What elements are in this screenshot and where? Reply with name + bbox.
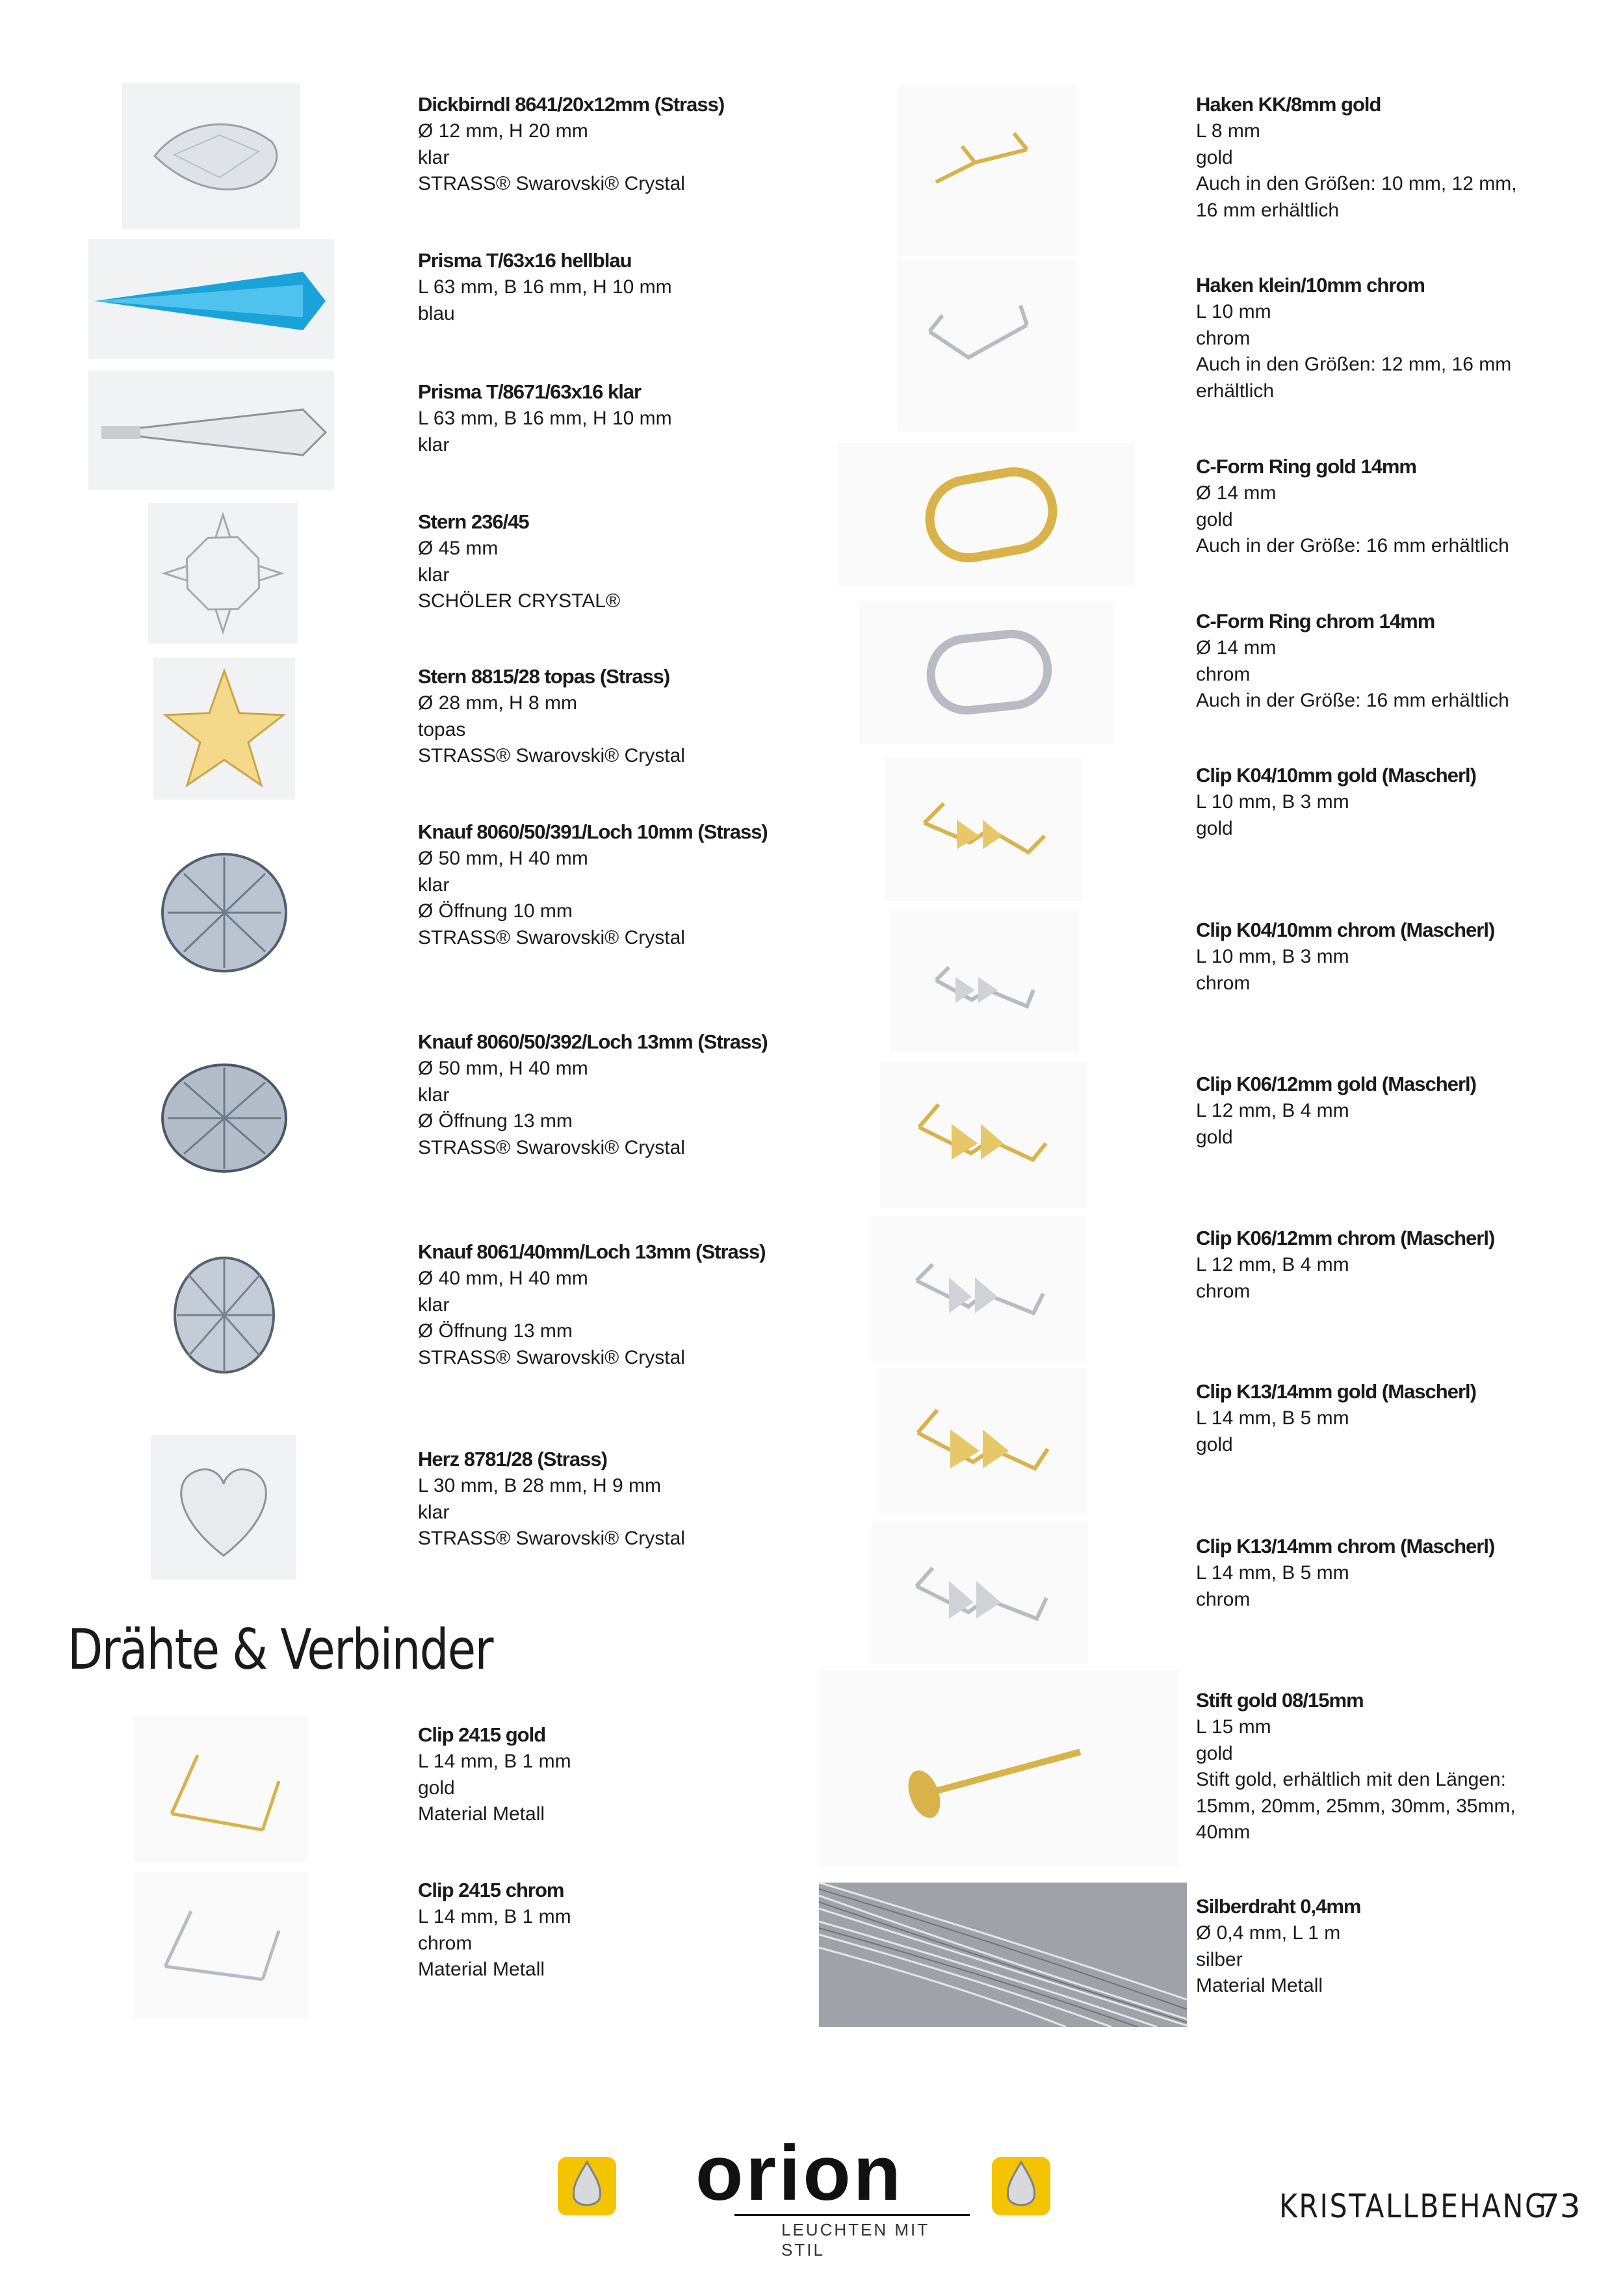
gold-bow-clip-icon <box>879 1368 1087 1515</box>
crystal-ball-icon <box>169 1252 279 1378</box>
crystal-drop-icon <box>122 83 300 229</box>
product-item: Dickbirndl 8641/20x12mm (Strass) Ø 12 mm, H 20 mm klar STRASS® Swarovski® Crystal <box>418 93 725 194</box>
footer-section-label: KRISTALLBEHANG <box>1279 2187 1548 2225</box>
crystal-ball-icon <box>155 841 294 984</box>
chrome-bow-clip-icon <box>871 1521 1088 1664</box>
lamp-badge-icon <box>558 2157 616 2215</box>
chrome-hook-icon <box>897 260 1076 432</box>
product-item: Silberdraht 0,4mm Ø 0,4 mm, L 1 m silber Material Metall <box>1196 1895 1361 1996</box>
section-heading: Drähte & Verbinder <box>68 1617 493 1682</box>
gold-bow-clip-icon <box>880 1062 1087 1208</box>
brand-logo <box>695 2130 930 2260</box>
page-number: 73 <box>1539 2187 1581 2225</box>
product-item: Clip 2415 chrom L 14 mm, B 1 mm chrom Material Metall <box>418 1879 571 1980</box>
product-item: Herz 8781/28 (Strass) L 30 mm, B 28 mm, H 9 mm klar STRASS® Swarovski® Crystal <box>418 1448 685 1549</box>
product-item: Haken klein/10mm chrom L 10 mm chrom Auch in den Größen: 12 mm, 16 mm erhältlich <box>1196 274 1512 402</box>
chrome-bow-clip-icon <box>871 1216 1085 1361</box>
gold-pin-icon <box>820 1671 1179 1866</box>
lamp-badge-icon <box>992 2157 1050 2215</box>
topaz-star-icon <box>153 658 295 800</box>
product-item: Prisma T/8671/63x16 klar L 63 mm, B 16 mm, H 10 mm klar <box>418 380 672 456</box>
blue-prism-icon <box>88 239 334 359</box>
product-item: Clip K13/14mm gold (Mascherl) L 14 mm, B 5 mm gold <box>1196 1380 1476 1455</box>
product-item: C-Form Ring chrom 14mm Ø 14 mm chrom Auch in der Größe: 16 mm erhältlich <box>1196 610 1509 711</box>
product-item: Knauf 8061/40mm/Loch 13mm (Strass) Ø 40 mm, H 40 mm klar Ø Öffnung 13 mm STRASS® Swarovski® Crystal <box>418 1240 766 1368</box>
chrome-bow-clip-icon <box>890 909 1079 1052</box>
silver-wire-icon <box>819 1883 1187 2027</box>
product-item: Prisma T/63x16 hellblau L 63 mm, B 16 mm, H 10 mm blau <box>418 249 672 324</box>
clear-prism-icon <box>88 371 334 490</box>
product-item: Clip 2415 gold L 14 mm, B 1 mm gold Material Metall <box>418 1723 571 1825</box>
crystal-ball-icon <box>155 1053 294 1183</box>
chrome-ring-icon <box>859 601 1115 744</box>
product-item: Knauf 8060/50/392/Loch 13mm (Strass) Ø 50 mm, H 40 mm klar Ø Öffnung 13 mm STRASS® Swarovski® Crystal <box>418 1030 768 1158</box>
product-item: Stift gold 08/15mm L 15 mm gold Stift gold, erhältlich mit den Längen: 15mm, 20mm, 25mm, 30mm, 35mm, 40mm <box>1196 1689 1516 1843</box>
logo-tagline: LEUCHTEN MIT STIL <box>734 2214 970 2260</box>
logo-wordmark: orion <box>695 2130 903 2217</box>
crystal-star-icon <box>148 503 298 644</box>
product-item: Clip K13/14mm chrom (Mascherl) L 14 mm, B 5 mm chrom <box>1196 1535 1495 1610</box>
gold-clip-icon <box>133 1716 308 1862</box>
crystal-heart-icon <box>151 1435 296 1580</box>
product-item: C-Form Ring gold 14mm Ø 14 mm gold Auch in der Größe: 16 mm erhältlich <box>1196 455 1509 556</box>
chrome-clip-icon <box>133 1872 308 2018</box>
gold-ring-icon <box>838 443 1135 586</box>
product-item: Clip K06/12mm gold (Mascherl) L 12 mm, B 4 mm gold <box>1196 1073 1476 1148</box>
product-item: Haken KK/8mm gold L 8 mm gold Auch in den Größen: 10 mm, 12 mm, 16 mm erhältlich <box>1196 93 1517 221</box>
product-item: Stern 8815/28 topas (Strass) Ø 28 mm, H 8 mm topas STRASS® Swarovski® Crystal <box>418 665 685 766</box>
product-item: Clip K04/10mm gold (Mascherl) L 10 mm, B 3 mm gold <box>1196 764 1476 839</box>
product-item: Knauf 8060/50/391/Loch 10mm (Strass) Ø 50 mm, H 40 mm klar Ø Öffnung 10 mm STRASS® Swarovski® Crystal <box>418 820 768 948</box>
gold-bow-clip-icon <box>885 758 1082 901</box>
product-item: Clip K06/12mm chrom (Mascherl) L 12 mm, B 4 mm chrom <box>1196 1227 1495 1302</box>
gold-hook-icon <box>897 85 1076 256</box>
product-item: Clip K04/10mm chrom (Mascherl) L 10 mm, B 3 mm chrom <box>1196 919 1495 994</box>
product-item: Stern 236/45 Ø 45 mm klar SCHÖLER CRYSTAL® <box>418 510 621 612</box>
